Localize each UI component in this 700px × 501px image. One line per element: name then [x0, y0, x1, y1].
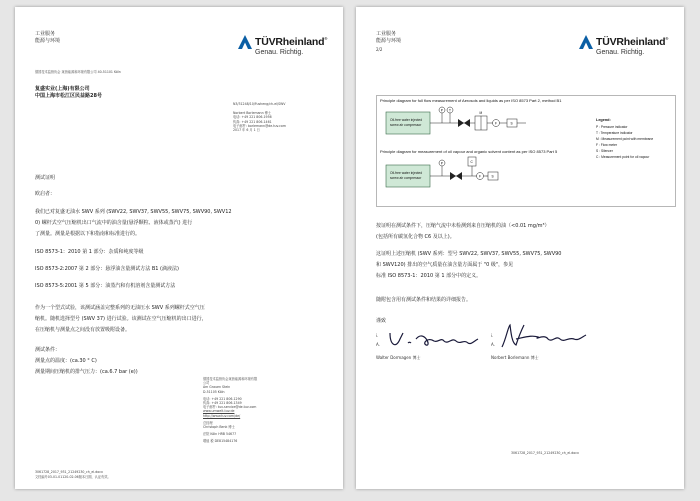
- header-line-1: 工业服务: [35, 31, 56, 37]
- conclusion-paragraph: [376, 221, 550, 243]
- logo-tagline: Genau. Richtig.: [255, 49, 304, 56]
- svg-text:F: F: [479, 174, 481, 179]
- iso-line: ISO 8573-5:2001 第 5 部分：油蒸汽和有机溶剂含量测试方法: [35, 283, 176, 289]
- svg-text:F: F: [495, 121, 497, 126]
- signer-name: Walter Dormagen 博士: [376, 355, 421, 360]
- body-line: 0) 螺杆式空气压缩机出口气流中的油含量(悬浮颗粒、液体或蒸汽) 进行: [35, 220, 193, 226]
- body-paragraph: [35, 207, 232, 240]
- legend-item: P : Pressure indicator: [596, 125, 628, 129]
- ref-line: 电子邮件: borlemann@de.tuv.com: [233, 123, 286, 128]
- header-line-2: 能源与环境: [376, 38, 402, 44]
- signer-name: Norbert Borlemann 博士: [491, 355, 539, 360]
- svg-text:P: P: [440, 161, 443, 166]
- logo-tagline: Genau. Richtig.: [596, 49, 645, 56]
- ref-line: Norbert Borlemann 博士: [233, 111, 271, 116]
- compressor-box-2-label: Oil-free water injected: [390, 171, 423, 175]
- logo-registered-mark: ®: [665, 36, 669, 41]
- footer-line: 公司: [203, 381, 210, 386]
- legend-item: F : Flow meter: [596, 143, 618, 147]
- condition-line: 测量期间压缩机的排气压力：(ca.6.7 bar (e)): [35, 369, 138, 375]
- logo-registered-mark: ®: [324, 36, 328, 41]
- footer-line: 总经理: [203, 420, 213, 425]
- svg-text:S: S: [510, 121, 513, 126]
- iso-line: ISO 8573-1：2010 第 1 部分：杂质和纯度等级: [35, 249, 144, 255]
- logo-wordmark: TÜVRheinland: [255, 36, 325, 48]
- ref-line: 2017 年 6 月 1 日: [233, 128, 260, 133]
- footer-line: 电话: +49 221 806-1290: [203, 396, 242, 401]
- header-line-2: 能源与环境: [35, 38, 61, 44]
- body-line: 在压缩机与测量点之间没有放置吸附设备。: [35, 327, 131, 333]
- signature-mark: i.: [376, 333, 379, 338]
- footer-line: Christoph Benk 博士: [203, 425, 235, 430]
- body-line: 缩机。随机选择型号 (SWV 37) 进行试验。该测试在空气压缩机的出口进行，: [35, 316, 207, 322]
- footer-line: Am Grauen Stein: [203, 385, 231, 390]
- footer-link[interactable]: www.umwelt-tuv.de: [203, 409, 235, 414]
- compressor-box-1-label: screw air compressor: [390, 123, 422, 127]
- footer-line: 法院 Köln HRB 54677: [203, 432, 237, 437]
- footer-line: 电子邮件: tuv-service@de.tuv.com: [203, 405, 257, 410]
- body-line: 作为一个型式试验，该测试涵盖完整系列的无油压水 SWV 系列螺杆式空气压: [35, 305, 205, 311]
- legend-item: C : Measurement point for oil vapour: [596, 155, 650, 159]
- document-title: 测试证明: [35, 175, 56, 181]
- signature-borlemann: [498, 321, 588, 353]
- legend-item: M : Measurement point with membrane: [596, 137, 654, 141]
- ref-line: 传真: +49 221 806-1461: [233, 119, 272, 124]
- closing: 谨致: [376, 318, 387, 324]
- legend-item: T : Temperature indicator: [596, 131, 633, 135]
- svg-text:M: M: [479, 111, 483, 115]
- test-description: [35, 303, 207, 336]
- document-page-2: [356, 7, 684, 489]
- signature-mark: i.: [491, 333, 494, 338]
- test-conditions: [35, 345, 138, 378]
- body-line: (包括所有碳氢化合物 C6 及以上)。: [376, 234, 455, 240]
- classification-paragraph: [376, 249, 561, 282]
- principle-diagram: [376, 95, 676, 207]
- footer-line: 德国技术监督协会莱茵能源和环境有限: [203, 377, 258, 381]
- legend-item: S : Silencer: [596, 149, 613, 153]
- sender-line: 德国技术监督协会 莱茵能源和环境有限公司 40-51101 Köln: [35, 70, 121, 74]
- body-line: 了测量。测量是根据以下和指南和标准进行的。: [35, 231, 141, 237]
- body-line: 我们已对复盛无油水 SWV 系列 (SWV22, SWV37, SWV55, SWV75, SWV90, SWV12: [35, 209, 232, 215]
- doc-code: 3061728_2017_931_21249230_ch_el.docx: [35, 470, 103, 474]
- tuv-logo: [237, 34, 327, 56]
- signature-dormagen: [386, 325, 481, 353]
- svg-text:T: T: [449, 108, 451, 113]
- diagram-title-2: Principle diagram for measurement of oil vapour and organic solvent content as per ISO 8573 Part 5: [380, 149, 558, 154]
- page-number: 2/2: [376, 47, 383, 52]
- conditions-heading: 测试条件：: [35, 347, 61, 353]
- body-line: 标准 ISO 8573-1：2010 第 1 部分中的定义。: [376, 273, 482, 279]
- footer-line: 传真: +49 221 806-1349: [203, 401, 242, 406]
- body-line: 和 SWV120) 排出的空气质量在油含量方面属于 "0 级"，参见: [376, 262, 514, 268]
- svg-text:S: S: [491, 174, 494, 179]
- ref-line: N3/31248/10/Fusheng/ch-el/SWV: [233, 102, 286, 106]
- tuv-triangle-icon: [237, 34, 253, 50]
- tuv-logo: [578, 34, 668, 56]
- attachment-note: 随附包含用有测试条件和结果的详细报告。: [376, 297, 472, 303]
- compressor-box-1-label: Oil-free water injected: [390, 118, 423, 122]
- footer-line: 增值 税 DE815484176: [203, 439, 238, 444]
- svg-text:C: C: [470, 160, 473, 164]
- footer-address-block: [203, 377, 257, 444]
- doc-code: 3061728_2017_931_21249230_ch_el.docx: [511, 451, 579, 455]
- document-page-1: [15, 7, 343, 489]
- compressor-box-2-label: screw air compressor: [390, 176, 422, 180]
- condition-line: 测量点的温度：(ca.30 ° C): [35, 358, 97, 364]
- footer-link[interactable]: http://www.tuv.com/de/: [203, 413, 241, 418]
- reference-block: [233, 102, 286, 132]
- greeting: 欧启者：: [35, 191, 56, 197]
- iso-line: ISO 8573-2:2007 第 2 部分：悬浮油含量测试方法 B1 (滴液法): [35, 266, 179, 272]
- signature-mark: A.: [491, 342, 495, 347]
- tuv-triangle-icon: [578, 34, 594, 50]
- footer-line: D-51105 Köln: [203, 389, 225, 394]
- header-line-1: 工业服务: [376, 31, 397, 37]
- doc-code: 文档编号03-01-01120-02-06版本日期，认证有效。: [35, 475, 111, 479]
- body-line: 按证明在测试条件下，压缩气流中未检测到来自压缩机的油（<0.01 mg/m³）: [376, 223, 550, 229]
- ref-line: 电话: +49 221 806-1956: [233, 115, 272, 120]
- recipient-name: 复盛实业(上海)有限公司: [35, 86, 90, 92]
- signature-mark: A.: [376, 342, 380, 347]
- diagram-title-1: Principle diagram for full flow measurement of Aerosols and liquids as per ISO 8573 Part 2, method B1: [380, 98, 562, 103]
- logo-wordmark: TÜVRheinland: [596, 36, 666, 48]
- svg-text:P: P: [440, 108, 443, 113]
- body-line: 这证明上述压缩机 (SWV 系列：型号 SWV22, SWV37, SWV55, SWV75, SWV90: [376, 251, 562, 257]
- legend-title: Legend:: [596, 118, 611, 122]
- recipient-address: 中国上海市松江区民益路28号: [35, 93, 102, 99]
